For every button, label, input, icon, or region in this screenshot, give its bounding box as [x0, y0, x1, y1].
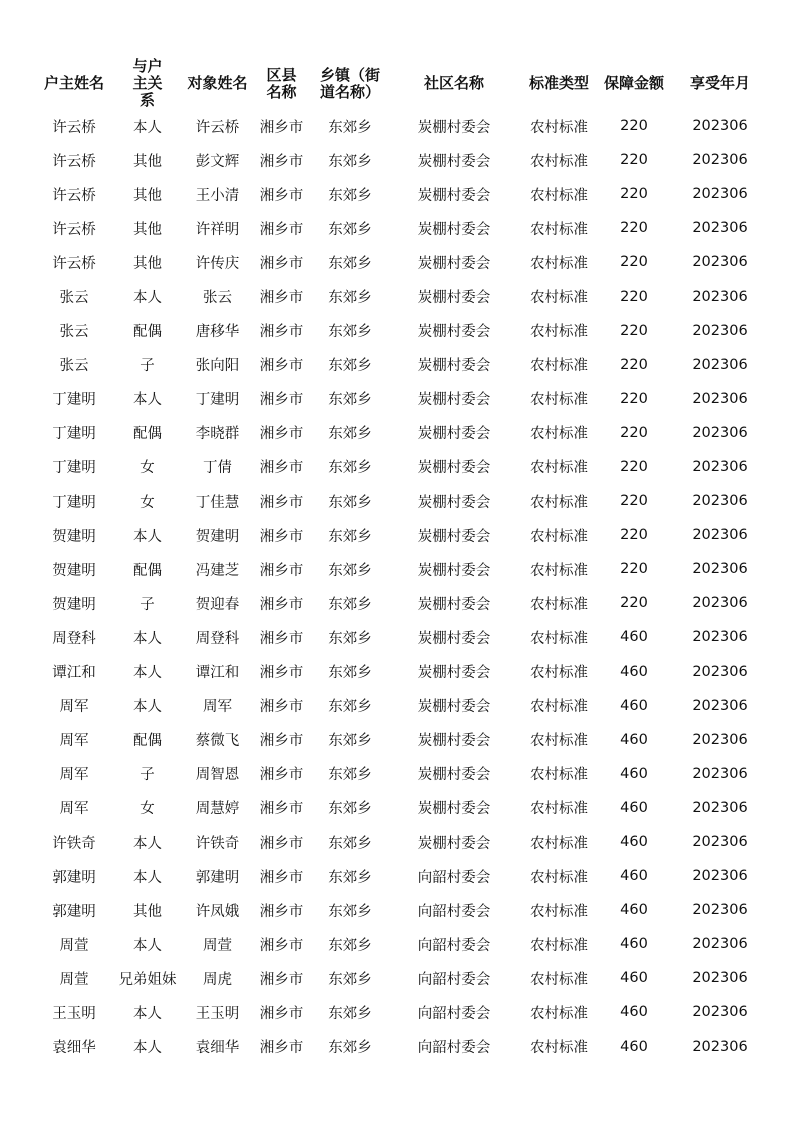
cell-community: 向韶村委会 [417, 1005, 491, 1022]
cell-relation: 本人 [133, 392, 162, 409]
cell-relation: 其他 [133, 221, 162, 238]
cell-community: 炭棚村委会 [417, 801, 491, 818]
cell-township: 东郊乡 [328, 767, 372, 784]
cell-person-name: 王玉明 [195, 1005, 240, 1022]
cell-relation: 本人 [133, 937, 162, 954]
cell-person-name: 许祥明 [195, 221, 240, 238]
cell-household-head: 许云桥 [52, 221, 96, 238]
cell-household-head: 丁建明 [52, 426, 96, 443]
cell-household-head: 周军 [59, 767, 89, 784]
cell-amount: 220 [620, 493, 648, 510]
cell-household-head: 许云桥 [52, 255, 96, 272]
cell-person-name: 周慧婷 [195, 801, 240, 818]
cell-period: 202306 [692, 390, 748, 407]
cell-relation: 本人 [133, 665, 162, 682]
cell-community: 炭棚村委会 [417, 290, 491, 307]
cell-household-head: 丁建明 [52, 494, 96, 511]
cell-standard-type: 农村标准 [530, 903, 588, 920]
cell-amount: 460 [620, 765, 648, 782]
cell-person-name: 郭建明 [195, 869, 240, 886]
cell-household-head: 丁建明 [52, 392, 96, 409]
cell-amount: 220 [620, 220, 648, 237]
cell-relation: 本人 [133, 835, 162, 852]
table-row [36, 1030, 771, 1064]
cell-relation: 配偶 [133, 562, 162, 579]
cell-amount: 220 [620, 561, 648, 578]
cell-person-name: 张向阳 [195, 358, 240, 375]
cell-county: 湘乡市 [259, 630, 304, 647]
cell-community: 炭棚村委会 [417, 460, 491, 477]
cell-township: 东郊乡 [328, 290, 372, 307]
cell-person-name: 贺迎春 [195, 596, 240, 613]
cell-person-name: 李晓群 [195, 426, 240, 443]
cell-relation: 子 [140, 358, 155, 375]
cell-amount: 220 [620, 254, 648, 271]
cell-amount: 220 [620, 118, 648, 135]
cell-period: 202306 [692, 561, 748, 578]
cell-person-name: 丁倩 [203, 460, 232, 477]
cell-relation: 女 [140, 460, 155, 477]
cell-amount: 220 [620, 424, 648, 441]
cell-household-head: 贺建明 [52, 596, 96, 613]
cell-relation: 配偶 [133, 426, 162, 443]
table-row [36, 518, 771, 552]
cell-community: 炭棚村委会 [417, 665, 491, 682]
cell-county: 湘乡市 [259, 426, 304, 443]
cell-household-head: 丁建明 [52, 460, 96, 477]
cell-county: 湘乡市 [259, 767, 304, 784]
cell-amount: 220 [620, 152, 648, 169]
table-row [36, 177, 771, 211]
cell-standard-type: 农村标准 [530, 255, 588, 272]
cell-community: 炭棚村委会 [417, 358, 491, 375]
cell-county: 湘乡市 [259, 665, 304, 682]
cell-relation: 其他 [133, 255, 162, 272]
cell-county: 湘乡市 [259, 528, 304, 545]
table-row [36, 245, 771, 279]
table-row [36, 723, 771, 757]
cell-person-name: 许铁奇 [195, 835, 240, 852]
cell-standard-type: 农村标准 [530, 290, 588, 307]
cell-amount: 460 [620, 697, 648, 714]
cell-county: 湘乡市 [259, 801, 304, 818]
cell-relation: 本人 [133, 290, 162, 307]
cell-period: 202306 [692, 254, 748, 271]
cell-person-name: 周智恩 [195, 767, 240, 784]
cell-period: 202306 [692, 629, 748, 646]
cell-household-head: 袁细华 [52, 1040, 96, 1057]
cell-standard-type: 农村标准 [530, 733, 588, 750]
cell-standard-type: 农村标准 [530, 1040, 588, 1057]
cell-county: 湘乡市 [259, 153, 304, 170]
cell-relation: 本人 [133, 119, 162, 136]
cell-amount: 460 [620, 902, 648, 919]
header-row [36, 58, 771, 109]
cell-township: 东郊乡 [328, 119, 372, 136]
table-row [36, 314, 771, 348]
cell-county: 湘乡市 [259, 869, 304, 886]
cell-township: 东郊乡 [328, 903, 372, 920]
cell-community: 向韶村委会 [417, 903, 491, 920]
cell-period: 202306 [692, 527, 748, 544]
cell-township: 东郊乡 [328, 221, 372, 238]
cell-county: 湘乡市 [259, 392, 304, 409]
cell-standard-type: 农村标准 [530, 869, 588, 886]
cell-household-head: 许铁奇 [52, 835, 96, 852]
cell-county: 湘乡市 [259, 835, 304, 852]
cell-township: 东郊乡 [328, 665, 372, 682]
cell-county: 湘乡市 [259, 221, 304, 238]
cell-township: 东郊乡 [328, 630, 372, 647]
cell-standard-type: 农村标准 [530, 187, 588, 204]
cell-county: 湘乡市 [259, 187, 304, 204]
cell-community: 炭棚村委会 [417, 835, 491, 852]
cell-household-head: 周登科 [52, 630, 96, 647]
cell-township: 东郊乡 [328, 801, 372, 818]
cell-township: 东郊乡 [328, 153, 372, 170]
cell-community: 炭棚村委会 [417, 630, 491, 647]
cell-amount: 220 [620, 458, 648, 475]
cell-person-name: 许传庆 [195, 255, 240, 272]
table-row [36, 995, 771, 1029]
cell-household-head: 周萱 [59, 971, 89, 988]
cell-period: 202306 [692, 118, 748, 135]
cell-amount: 460 [620, 1004, 648, 1021]
cell-community: 炭棚村委会 [417, 699, 491, 716]
cell-relation: 子 [140, 596, 155, 613]
table-row [36, 927, 771, 961]
cell-period: 202306 [692, 595, 748, 612]
cell-county: 湘乡市 [259, 937, 304, 954]
cell-period: 202306 [692, 970, 748, 987]
table-row [36, 109, 771, 143]
header-standard-type: 标准类型 [528, 74, 589, 92]
cell-township: 东郊乡 [328, 596, 372, 613]
cell-standard-type: 农村标准 [530, 699, 588, 716]
cell-relation: 本人 [133, 528, 162, 545]
cell-period: 202306 [692, 731, 748, 748]
header-person-name: 对象姓名 [187, 74, 248, 92]
cell-township: 东郊乡 [328, 358, 372, 375]
cell-amount: 220 [620, 186, 648, 203]
cell-county: 湘乡市 [259, 699, 304, 716]
cell-person-name: 王小清 [195, 187, 240, 204]
cell-township: 东郊乡 [328, 971, 372, 988]
cell-person-name: 许云桥 [195, 119, 240, 136]
cell-person-name: 冯建芝 [195, 562, 240, 579]
recipient-table [36, 58, 771, 1064]
cell-community: 炭棚村委会 [417, 153, 491, 170]
cell-household-head: 周军 [59, 801, 89, 818]
cell-household-head: 郭建明 [52, 869, 96, 886]
cell-period: 202306 [692, 322, 748, 339]
cell-household-head: 张云 [59, 358, 89, 375]
cell-township: 东郊乡 [328, 494, 372, 511]
cell-county: 湘乡市 [259, 324, 304, 341]
cell-standard-type: 农村标准 [530, 392, 588, 409]
table-row [36, 620, 771, 654]
cell-period: 202306 [692, 902, 748, 919]
cell-amount: 460 [620, 799, 648, 816]
cell-person-name: 彭文辉 [195, 153, 240, 170]
cell-community: 炭棚村委会 [417, 221, 491, 238]
table-row [36, 382, 771, 416]
cell-amount: 220 [620, 595, 648, 612]
header-household-head: 户主姓名 [43, 74, 104, 92]
cell-person-name: 袁细华 [195, 1040, 240, 1057]
cell-amount: 460 [620, 868, 648, 885]
cell-standard-type: 农村标准 [530, 460, 588, 477]
cell-township: 东郊乡 [328, 835, 372, 852]
cell-community: 向韶村委会 [417, 937, 491, 954]
cell-household-head: 张云 [59, 324, 89, 341]
header-community: 社区名称 [423, 74, 484, 92]
cell-county: 湘乡市 [259, 596, 304, 613]
cell-standard-type: 农村标准 [530, 562, 588, 579]
table-row [36, 893, 771, 927]
table-row [36, 279, 771, 313]
cell-community: 向韶村委会 [417, 971, 491, 988]
table-row [36, 689, 771, 723]
cell-period: 202306 [692, 1038, 748, 1055]
cell-relation: 其他 [133, 903, 162, 920]
cell-person-name: 贺建明 [195, 528, 240, 545]
cell-person-name: 周登科 [195, 630, 240, 647]
cell-township: 东郊乡 [328, 324, 372, 341]
cell-standard-type: 农村标准 [530, 221, 588, 238]
cell-household-head: 许云桥 [52, 119, 96, 136]
cell-person-name: 丁佳慧 [195, 494, 240, 511]
cell-standard-type: 农村标准 [530, 1005, 588, 1022]
table-row [36, 859, 771, 893]
cell-household-head: 周萱 [59, 937, 89, 954]
cell-community: 向韶村委会 [417, 869, 491, 886]
header-relation: 与户主关系 [132, 57, 163, 109]
cell-county: 湘乡市 [259, 903, 304, 920]
cell-amount: 460 [620, 629, 648, 646]
cell-community: 炭棚村委会 [417, 733, 491, 750]
cell-township: 东郊乡 [328, 460, 372, 477]
cell-relation: 女 [140, 494, 155, 511]
cell-household-head: 谭江和 [52, 665, 96, 682]
cell-township: 东郊乡 [328, 528, 372, 545]
cell-period: 202306 [692, 834, 748, 851]
cell-county: 湘乡市 [259, 494, 304, 511]
table-row [36, 211, 771, 245]
cell-amount: 460 [620, 970, 648, 987]
cell-township: 东郊乡 [328, 699, 372, 716]
cell-township: 东郊乡 [328, 392, 372, 409]
cell-standard-type: 农村标准 [530, 767, 588, 784]
cell-relation: 配偶 [133, 324, 162, 341]
cell-person-name: 蔡微飞 [195, 733, 240, 750]
cell-person-name: 丁建明 [195, 392, 240, 409]
cell-township: 东郊乡 [328, 1005, 372, 1022]
cell-household-head: 许云桥 [52, 187, 96, 204]
table-row [36, 655, 771, 689]
table-row [36, 552, 771, 586]
cell-household-head: 张云 [59, 290, 89, 307]
cell-county: 湘乡市 [259, 460, 304, 477]
cell-community: 炭棚村委会 [417, 426, 491, 443]
cell-amount: 220 [620, 322, 648, 339]
cell-county: 湘乡市 [259, 1005, 304, 1022]
cell-period: 202306 [692, 1004, 748, 1021]
cell-period: 202306 [692, 186, 748, 203]
cell-township: 东郊乡 [328, 1040, 372, 1057]
cell-county: 湘乡市 [259, 358, 304, 375]
header-period: 享受年月 [689, 74, 750, 92]
cell-household-head: 贺建明 [52, 562, 96, 579]
cell-amount: 460 [620, 1038, 648, 1055]
cell-period: 202306 [692, 697, 748, 714]
cell-community: 炭棚村委会 [417, 767, 491, 784]
cell-household-head: 许云桥 [52, 153, 96, 170]
cell-county: 湘乡市 [259, 119, 304, 136]
cell-relation: 本人 [133, 630, 162, 647]
table-row [36, 961, 771, 995]
cell-person-name: 周军 [203, 699, 232, 716]
cell-person-name: 张云 [203, 290, 232, 307]
cell-standard-type: 农村标准 [530, 153, 588, 170]
cell-standard-type: 农村标准 [530, 665, 588, 682]
cell-period: 202306 [692, 220, 748, 237]
cell-county: 湘乡市 [259, 290, 304, 307]
cell-period: 202306 [692, 458, 748, 475]
cell-township: 东郊乡 [328, 733, 372, 750]
cell-relation: 子 [140, 767, 155, 784]
cell-period: 202306 [692, 152, 748, 169]
cell-amount: 220 [620, 356, 648, 373]
cell-community: 炭棚村委会 [417, 392, 491, 409]
cell-community: 炭棚村委会 [417, 562, 491, 579]
cell-period: 202306 [692, 424, 748, 441]
cell-amount: 460 [620, 936, 648, 953]
cell-community: 炭棚村委会 [417, 119, 491, 136]
cell-standard-type: 农村标准 [530, 324, 588, 341]
cell-standard-type: 农村标准 [530, 835, 588, 852]
cell-period: 202306 [692, 288, 748, 305]
table-row [36, 416, 771, 450]
cell-community: 炭棚村委会 [417, 528, 491, 545]
cell-community: 炭棚村委会 [417, 596, 491, 613]
cell-county: 湘乡市 [259, 255, 304, 272]
cell-township: 东郊乡 [328, 937, 372, 954]
table-row [36, 757, 771, 791]
table-row [36, 825, 771, 859]
cell-community: 炭棚村委会 [417, 494, 491, 511]
header-county: 区县名称 [266, 65, 297, 101]
cell-period: 202306 [692, 799, 748, 816]
cell-amount: 220 [620, 288, 648, 305]
cell-community: 炭棚村委会 [417, 255, 491, 272]
cell-township: 东郊乡 [328, 187, 372, 204]
cell-person-name: 周虎 [203, 971, 232, 988]
cell-relation: 女 [140, 801, 155, 818]
cell-person-name: 谭江和 [195, 665, 240, 682]
header-township: 乡镇（街道名称） [319, 65, 380, 101]
cell-standard-type: 农村标准 [530, 630, 588, 647]
cell-standard-type: 农村标准 [530, 596, 588, 613]
table-row [36, 791, 771, 825]
cell-county: 湘乡市 [259, 971, 304, 988]
cell-standard-type: 农村标准 [530, 119, 588, 136]
cell-township: 东郊乡 [328, 869, 372, 886]
cell-amount: 460 [620, 834, 648, 851]
cell-standard-type: 农村标准 [530, 971, 588, 988]
cell-county: 湘乡市 [259, 562, 304, 579]
table-row [36, 143, 771, 177]
cell-amount: 220 [620, 527, 648, 544]
cell-township: 东郊乡 [328, 255, 372, 272]
cell-amount: 460 [620, 663, 648, 680]
cell-standard-type: 农村标准 [530, 937, 588, 954]
cell-person-name: 唐移华 [195, 324, 240, 341]
table-row [36, 450, 771, 484]
cell-household-head: 周军 [59, 733, 89, 750]
cell-person-name: 周萱 [203, 937, 232, 954]
cell-relation: 本人 [133, 1040, 162, 1057]
cell-community: 炭棚村委会 [417, 187, 491, 204]
cell-relation: 其他 [133, 187, 162, 204]
cell-relation: 本人 [133, 869, 162, 886]
cell-household-head: 周军 [59, 699, 89, 716]
cell-period: 202306 [692, 663, 748, 680]
table-row [36, 586, 771, 620]
cell-relation: 本人 [133, 699, 162, 716]
cell-period: 202306 [692, 356, 748, 373]
cell-county: 湘乡市 [259, 1040, 304, 1057]
cell-relation: 其他 [133, 153, 162, 170]
cell-county: 湘乡市 [259, 733, 304, 750]
cell-period: 202306 [692, 868, 748, 885]
cell-amount: 460 [620, 731, 648, 748]
cell-period: 202306 [692, 765, 748, 782]
cell-relation: 兄弟姐妹 [118, 971, 177, 988]
header-amount: 保障金额 [603, 74, 664, 92]
cell-household-head: 贺建明 [52, 528, 96, 545]
cell-township: 东郊乡 [328, 426, 372, 443]
cell-relation: 本人 [133, 1005, 162, 1022]
table-row [36, 484, 771, 518]
cell-standard-type: 农村标准 [530, 494, 588, 511]
cell-standard-type: 农村标准 [530, 801, 588, 818]
cell-amount: 220 [620, 390, 648, 407]
table-row [36, 348, 771, 382]
cell-standard-type: 农村标准 [530, 358, 588, 375]
cell-household-head: 王玉明 [52, 1005, 96, 1022]
cell-period: 202306 [692, 936, 748, 953]
cell-household-head: 郭建明 [52, 903, 96, 920]
cell-community: 炭棚村委会 [417, 324, 491, 341]
cell-township: 东郊乡 [328, 562, 372, 579]
cell-period: 202306 [692, 493, 748, 510]
cell-person-name: 许凤娥 [195, 903, 240, 920]
cell-community: 向韶村委会 [417, 1040, 491, 1057]
cell-standard-type: 农村标准 [530, 528, 588, 545]
cell-standard-type: 农村标准 [530, 426, 588, 443]
cell-relation: 配偶 [133, 733, 162, 750]
